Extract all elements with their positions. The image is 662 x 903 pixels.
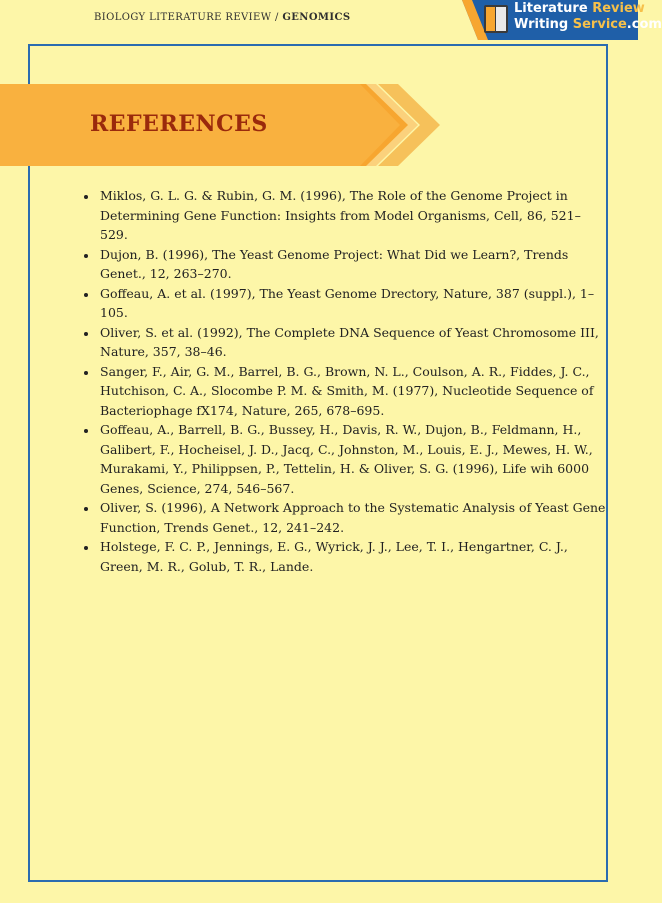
logo[interactable] <box>462 0 662 40</box>
logo-line1-part-b: Review <box>592 1 645 16</box>
reference-item: • Miklos, G. L. G. & Rubin, G. M. (1996), The Role of the Genome Project in Determining Gene Function: Insights from Model Organisms, Cell, 86, 521–529. <box>98 186 608 245</box>
logo-line1-part-a: Literature <box>514 1 593 16</box>
logo-line2-part-c: .com <box>626 17 662 32</box>
reference-item: • Goffeau, A. et al. (1997), The Yeast Genome Drectory, Nature, 387 (suppl.), 1–105. <box>98 284 608 323</box>
reference-item: • Dujon, B. (1996), The Yeast Genome Project: What Did we Learn?, Trends Genet., 12, 263–270. <box>98 245 608 284</box>
reference-item: • Sanger, F., Air, G. M., Barrel, B. G., Brown, N. L., Coulson, A. R., Fiddes, J. C., Hutchison, C. A., Slocombe P. M. & Smith, M. (1977), Nucleotide Sequence of Bacteriophage fX174, Nature, 265, 678–695. <box>98 362 608 421</box>
reference-item: • Oliver, S. (1996), A Network Approach to the Systematic Analysis of Yeast Gene Function, Trends Genet., 12, 241–242. <box>98 498 608 537</box>
logo-text <box>514 1 662 33</box>
logo-line2-part-a: Writing <box>514 17 573 32</box>
section-title: REFERENCES <box>90 111 268 137</box>
logo-line2-part-b: Service <box>572 17 627 32</box>
reference-item: • Holstege, F. C. P., Jennings, E. G., Wyrick, J. J., Lee, T. I., Hengartner, C. J., Green, M. R., Golub, T. R., Lande. <box>98 537 608 576</box>
reference-item: • Oliver, S. et al. (1992), The Complete DNA Sequence of Yeast Chromosome III, Nature, 357, 38–46. <box>98 323 608 362</box>
logo-line-1 <box>514 1 662 17</box>
logo-line-2 <box>514 17 662 33</box>
references-list <box>80 186 608 576</box>
reference-item: • Goffeau, A., Barrell, B. G., Bussey, H., Davis, R. W., Dujon, B., Feldmann, H., Galibert, F., Hocheisel, J. D., Jacq, C., Johnston, M., Louis, E. J., Mewes, H. W., Murakami, Y., Philippsen, P., Tettelin, H. & Oliver, S. G. (1996), Life wih 6000 Genes, Science, 274, 546–567. <box>98 420 608 498</box>
breadcrumb <box>94 12 350 23</box>
breadcrumb-prefix: BIOLOGY LITERATURE REVIEW / <box>94 12 283 23</box>
breadcrumb-section: GENOMICS <box>282 12 351 23</box>
